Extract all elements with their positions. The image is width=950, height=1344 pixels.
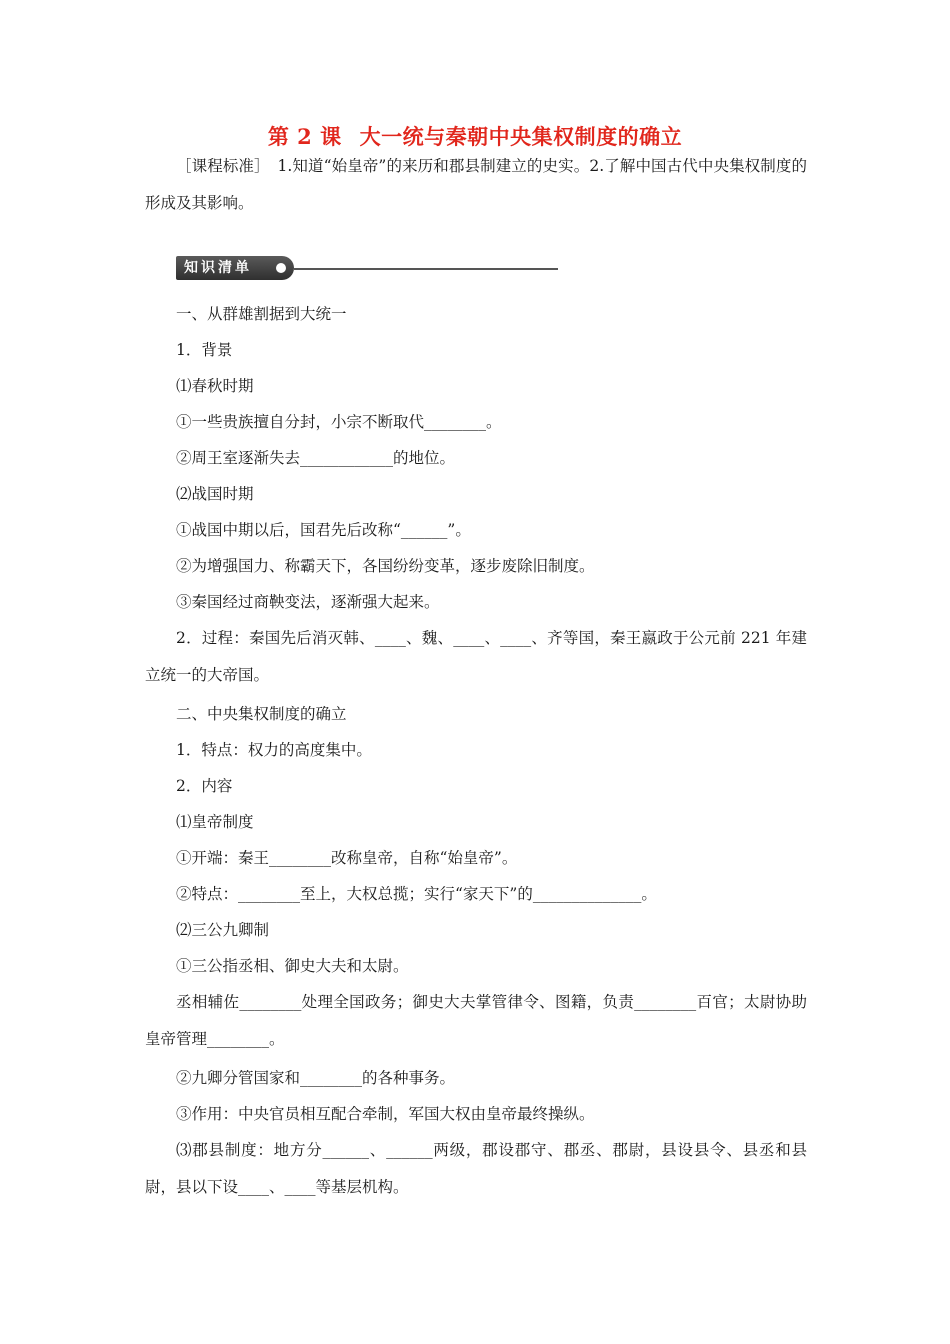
section-heading-1: 一、从群雄割据到大统一: [176, 305, 347, 323]
subheading-background: 1．背景: [176, 341, 233, 359]
list-item: ②为增强国力、称霸天下，各国纷纷变革，逐步废除旧制度。: [176, 557, 595, 575]
process-paragraph: 2．过程：秦国先后消灭韩、____、魏、____、____、齐等国，秦王嬴政于公元前 221 年建立统一的大帝国。: [145, 629, 807, 684]
list-item: ③秦国经过商鞅变法，逐渐强大起来。: [176, 593, 440, 611]
curriculum-standard: ［课程标准］ 1.知道“始皇帝”的来历和郡县制建立的史实。2.了解中国古代中央集权制度的形成及其影响。: [145, 157, 807, 212]
lesson-title: [0, 121, 950, 151]
knowledge-list-banner: [176, 254, 558, 284]
sub-item-emperor-system: ⑴皇帝制度: [176, 813, 254, 831]
banner-rule: [294, 268, 558, 270]
subheading-content: 2．内容: [176, 777, 233, 795]
list-item: ②九卿分管国家和________的各种事务。: [176, 1069, 456, 1087]
list-item: ③作用：中央官员相互配合牵制，军国大权由皇帝最终操纵。: [176, 1105, 595, 1123]
three-lords-paragraph: 丞相辅佐________处理全国政务；御史大夫掌管律令、图籍，负责________百官；太尉协助皇帝管理________。: [145, 993, 807, 1048]
sub-item-three-lords: ⑵三公九卿制: [176, 921, 270, 939]
list-item: ②周王室逐渐失去____________的地位。: [176, 449, 456, 467]
list-item: ①一些贵族擅自分封，小宗不断取代________。: [176, 413, 502, 431]
list-item: ①三公指丞相、御史大夫和太尉。: [176, 957, 409, 975]
list-item: ①战国中期以后，国君先后改称“______”。: [176, 521, 471, 539]
sub-item-spring-autumn: ⑴春秋时期: [176, 377, 254, 395]
sub-item-warring-states: ⑵战国时期: [176, 485, 254, 503]
list-item: ②特点：________至上，大权总揽；实行“家天下”的______________。: [176, 885, 657, 903]
bullet-dot-icon: [276, 263, 286, 273]
lesson-title-text: 大一统与秦朝中央集权制度的确立: [359, 124, 683, 149]
commandery-paragraph: ⑶郡县制度：地方分______、______两级，郡设郡守、郡丞、郡尉，县设县令、县丞和县尉，县以下设____、____等基层机构。: [145, 1141, 807, 1196]
banner-label: 知识清单: [176, 256, 294, 280]
list-item: 1．特点：权力的高度集中。: [176, 741, 372, 759]
section-heading-2: 二、中央集权制度的确立: [176, 705, 347, 723]
lesson-number: 第 2 课: [267, 124, 342, 149]
list-item: ①开端：秦王________改称皇帝，自称“始皇帝”。: [176, 849, 518, 867]
